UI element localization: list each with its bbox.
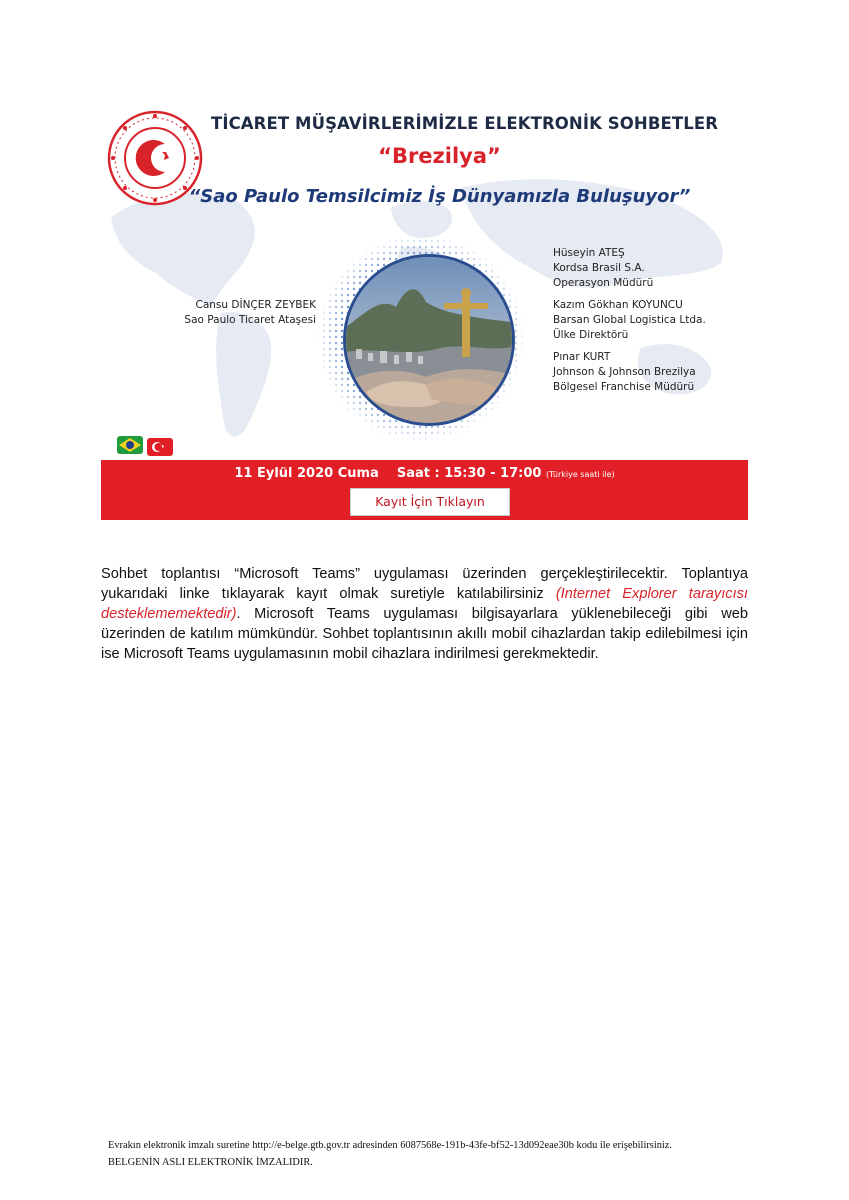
attache-speaker [156, 298, 316, 328]
paragraph-text: Sohbet toplantısı “Microsoft Teams” uygulaması üzerinden gerçekleştirilecektir. Toplantıya yukarıdaki linke tıklayarak kayıt olmak suretiyle katılabilirsiniz [101, 566, 748, 602]
instructions-paragraph [101, 564, 748, 664]
verification-note: Evrakın elektronik imzalı suretine http://e-belge.gtb.gov.tr adresinden 6087568e-191b-43fe-bf52-13d092eae30b kodu ile erişebilirsiniz. [108, 1140, 673, 1151]
event-datetime [101, 466, 748, 481]
speaker-role: Sao Paulo Ticaret Ataşesi [184, 314, 316, 326]
speaker-role: Ülke Direktörü [553, 329, 629, 341]
event-date: 11 Eylül 2020 Cuma [234, 466, 379, 481]
browser-warning: (Internet Explorer tarayıcısı desteklememektedir) [101, 586, 748, 622]
speaker-name: Pınar KURT [553, 351, 611, 363]
brazil-turkey-flags-icon [115, 434, 175, 460]
speaker-block [553, 298, 743, 343]
guest-speakers [553, 246, 743, 402]
event-time: Saat : 15:30 - 17:00 [396, 466, 542, 481]
speaker-name: Kazım Gökhan KOYUNCU [553, 299, 683, 311]
paragraph-text-continued: . Microsoft Teams uygulaması bilgisayarlara yüklenebileceği gibi web üzerinden de katılım mümkündür. Sohbet toplantısının akıllı mobil cihazlardan takip edilebilmesi için ise Microsoft Teams uygulamasının mobil cihazlara indirilmesi gerekmektedir. [101, 606, 748, 662]
speaker-role: Bölgesel Franchise Müdürü [553, 381, 695, 393]
speaker-block [553, 246, 743, 291]
speaker-block [553, 350, 743, 395]
register-button[interactable]: Kayıt İçin Tıklayın [350, 488, 510, 516]
speaker-role: Operasyon Müdürü [553, 277, 654, 289]
country-title: “Brezilya” [378, 144, 501, 168]
speaker-company: Kordsa Brasil S.A. [553, 262, 645, 274]
event-series-title: TİCARET MÜŞAVİRLERİMİZLE ELEKTRONİK SOHBETLER [211, 114, 719, 133]
rio-handshake-photo [343, 254, 515, 426]
speaker-name: Hüseyin ATEŞ [553, 247, 625, 259]
event-subtitle: “Sao Paulo Temsilcimiz İş Dünyamızla Buluşuyor” [188, 186, 691, 207]
e-signature-footer [108, 1137, 808, 1171]
speaker-company: Barsan Global Logistica Ltda. [553, 314, 706, 326]
original-note: BELGENİN ASLI ELEKTRONİK İMZALIDIR. [108, 1157, 313, 1168]
speaker-company: Johnson & Johnson Brezilya [553, 366, 696, 378]
event-banner [101, 98, 748, 520]
timezone-note: (Türkiye saati ile) [545, 470, 615, 479]
event-info-band [101, 460, 748, 520]
speaker-name: Cansu DİNÇER ZEYBEK [195, 299, 316, 311]
